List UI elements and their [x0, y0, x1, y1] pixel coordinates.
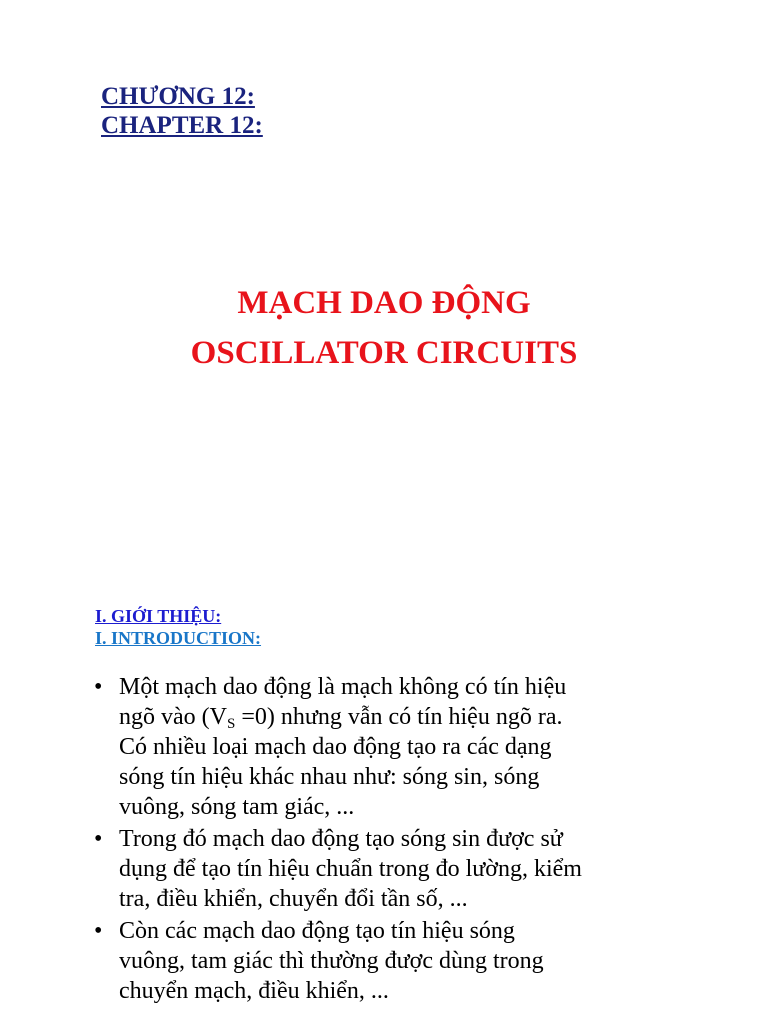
subscript-s: S [226, 716, 236, 732]
bullet-dot-icon: • [94, 674, 103, 700]
chapter-label-english: CHAPTER 12: [101, 112, 263, 139]
bullet-item [92, 916, 712, 1006]
section-title-vietnamese: I. GIỚI THIỆU: [95, 606, 222, 626]
bullet-text-line: vuông, tam giác thì thường được dùng trong [119, 948, 544, 974]
bullet-text-line [119, 702, 712, 732]
bullet-dot-icon: • [94, 826, 103, 852]
bullet-text-line: Còn các mạch dao động tạo tín hiệu sóng [119, 918, 515, 944]
introduction-bullet-list [92, 672, 712, 1008]
bullet-text-line: dụng để tạo tín hiệu chuẩn trong đo lường, kiểm [119, 856, 582, 882]
bullet-text-line: chuyển mạch, điều khiển, ... [119, 978, 389, 1004]
chapter-label-vietnamese: CHƯƠNG 12: [101, 83, 255, 110]
input-label-text: ngõ vào (V [119, 704, 227, 730]
title-vietnamese: MẠCH DAO ĐỘNG [237, 285, 531, 321]
chapter-heading [101, 82, 263, 140]
bullet-item [92, 824, 712, 914]
bullet-text-line: sóng tín hiệu khác nhau như: sóng sin, sóng [119, 764, 540, 790]
bullet-text-line: Một mạch dao động là mạch không có tín hiệu [119, 674, 567, 700]
bullet-text-line: Có nhiều loại mạch dao động tạo ra các dạng [119, 734, 552, 760]
output-label-text: =0) nhưng vẫn có tín hiệu ngõ ra. [235, 704, 563, 730]
bullet-dot-icon: • [94, 918, 103, 944]
bullet-item [92, 672, 712, 822]
bullet-text-line: Trong đó mạch dao động tạo sóng sin được sử [119, 826, 563, 852]
document-title [0, 278, 768, 378]
bullet-text-line: tra, điều khiển, chuyển đổi tần số, ... [119, 886, 468, 912]
section-title-english: I. INTRODUCTION: [95, 628, 262, 648]
bullet-text-line: vuông, sóng tam giác, ... [119, 794, 355, 820]
title-english: OSCILLATOR CIRCUITS [190, 335, 578, 371]
section-heading [95, 605, 261, 649]
